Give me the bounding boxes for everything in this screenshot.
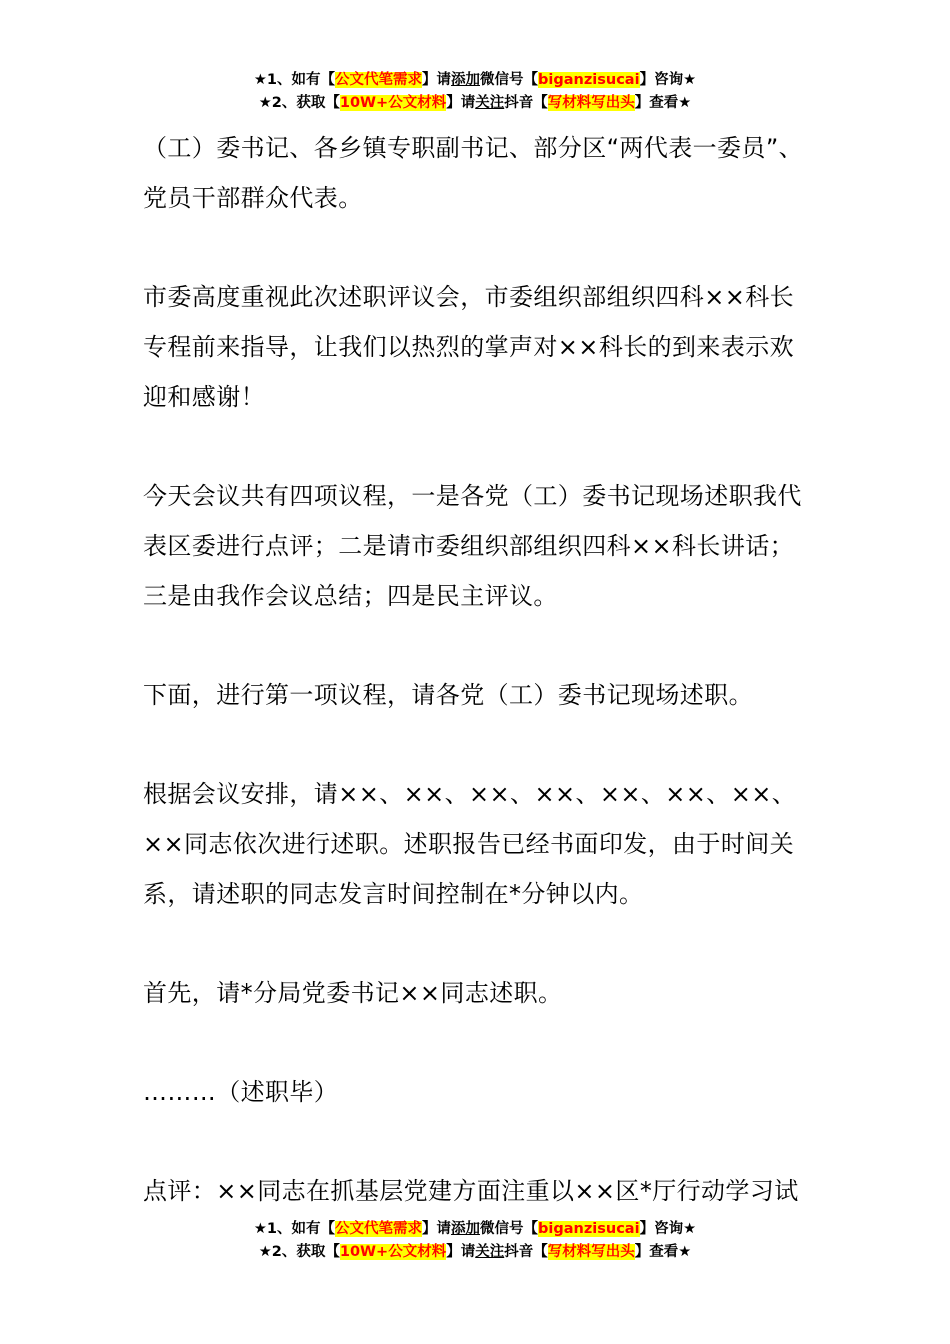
banner-line-2	[0, 1241, 950, 1264]
highlighted-text: 公文代笔需求	[335, 72, 423, 88]
highlighted-text: 公文代笔需求	[335, 1221, 423, 1237]
paragraph: 点评：××同志在抓基层党建方面注重以××区*厅行动学习试	[143, 1177, 799, 1205]
banner-text: 】请	[446, 1244, 476, 1260]
banner-text: 】查看★	[634, 95, 692, 111]
banner-line-1	[0, 69, 950, 92]
paragraph: 下面，进行第一项议程，请各党（工）委书记现场述职。	[143, 681, 753, 709]
paragraph: ………（述职毕）	[143, 1078, 339, 1106]
banner-text: 抖音【	[504, 1244, 548, 1260]
paragraph: 首先，请*分局党委书记××同志述职。	[143, 979, 563, 1007]
emphasized-text: 添加	[451, 1221, 481, 1237]
banner-text: 微信号【	[480, 1221, 539, 1237]
banner-text: 】咨询★	[639, 72, 697, 88]
banner-text: 抖音【	[504, 95, 548, 111]
banner-text: 】咨询★	[639, 1221, 697, 1237]
header-banner	[0, 69, 950, 115]
footer-banner	[0, 1218, 950, 1264]
douyin-account: 写材料写出头	[547, 95, 635, 111]
banner-line-1	[0, 1218, 950, 1241]
wechat-id: biganzisucai	[538, 72, 640, 88]
emphasized-text: 关注	[475, 1244, 505, 1260]
document-body	[143, 123, 813, 1216]
paragraph: 根据会议安排，请××、××、××、××、××、××、××、××同志依次进行述职。述职报告已经书面印发，由于时间关系，请述职的同志发言时间控制在*分钟以内。	[143, 780, 797, 908]
banner-text: 】请	[446, 95, 476, 111]
banner-text: ★2、获取【	[258, 1244, 340, 1260]
wechat-id: biganzisucai	[538, 1221, 640, 1237]
banner-text: 微信号【	[480, 72, 539, 88]
paragraph: 市委高度重视此次述职评议会，市委组织部组织四科××科长专程前来指导，让我们以热烈的掌声对××科长的到来表示欢迎和感谢！	[143, 283, 795, 411]
banner-text: 】查看★	[634, 1244, 692, 1260]
highlighted-text: 10W+公文材料	[339, 95, 447, 111]
paragraph: 今天会议共有四项议程，一是各党（工）委书记现场述职我代表区委进行点评；二是请市委组织部组织四科××科长讲话；三是由我作会议总结；四是民主评议。	[143, 482, 802, 610]
banner-text: ★2、获取【	[258, 95, 340, 111]
banner-text: 】请	[422, 72, 452, 88]
emphasized-text: 添加	[451, 72, 481, 88]
emphasized-text: 关注	[475, 95, 505, 111]
banner-line-2	[0, 92, 950, 115]
douyin-account: 写材料写出头	[547, 1244, 635, 1260]
banner-text: ★1、如有【	[253, 72, 336, 88]
paragraph: （工）委书记、各乡镇专职副书记、部分区“两代表一委员”、党员干部群众代表。	[143, 134, 804, 212]
banner-text: ★1、如有【	[253, 1221, 336, 1237]
banner-text: 】请	[422, 1221, 452, 1237]
highlighted-text: 10W+公文材料	[339, 1244, 447, 1260]
